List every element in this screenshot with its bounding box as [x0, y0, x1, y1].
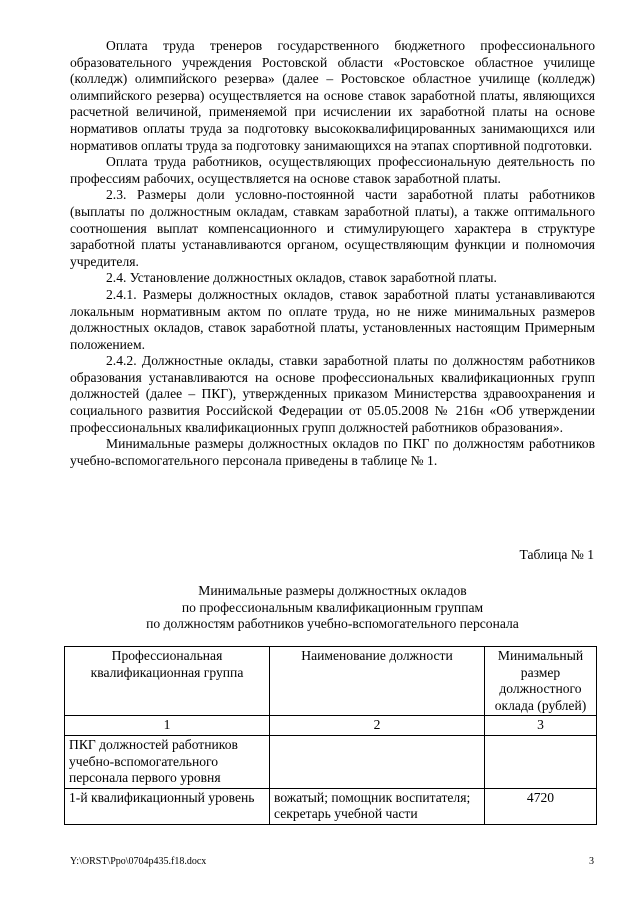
- body-text: [70, 38, 595, 469]
- table-title-line: по профессиональным квалификационным группам: [181, 599, 484, 615]
- column-number: 2: [270, 716, 485, 736]
- paragraph: 2.4.2. Должностные оклады, ставки заработной платы по должностям работников образования устанавливаются на основе профессиональных квалификационных групп должностей (далее – ПКГ), утвержденных приказом Министерства здравоохранения и социального развития Российской Федерации от 05.05.2008 № 216н «Об утверждении профессиональных квалификационных групп должностей работников образования».: [70, 353, 595, 435]
- paragraph: 2.3. Размеры доли условно-постоянной части заработной платы работников (выплаты по должностным окладам, ставкам заработной платы), а также оптимального соотношения выплат компенсационного и стимулирующего характера в структуре заработной платы устанавливаются органом, осуществляющим функции и полномочия учредителя.: [70, 187, 595, 269]
- salary-table: [64, 646, 597, 825]
- header-group: Профессиональная квалификационная группа: [65, 647, 270, 716]
- table-title-line: Минимальные размеры должностных окладов: [198, 583, 467, 598]
- table-label: Таблица № 1: [519, 547, 594, 562]
- paragraph: Минимальные размеры должностных окладов по ПКГ по должностям работников учебно-вспомогательного персонала приведены в таблице № 1.: [70, 436, 595, 468]
- paragraph: 2.4. Установление должностных окладов, ставок заработной платы.: [106, 270, 497, 286]
- cell-salary: [485, 735, 597, 788]
- header-salary: Минимальный размер должностного оклада (рублей): [485, 647, 597, 716]
- table-row: [65, 788, 597, 824]
- cell-group: 1-й квалификационный уровень: [65, 788, 270, 824]
- paragraph: Оплата труда работников, осуществляющих профессиональную деятельность по профессиям рабочих, осуществляется на основе ставок заработной платы.: [70, 154, 595, 186]
- paragraph: 2.4.1. Размеры должностных окладов, ставок заработной платы устанавливаются локальным нормативным актом по оплате труда, но не ниже минимальных размеров должностных окладов, ставок заработной платы, установленных настоящим Примерным положением.: [70, 286, 595, 352]
- page-number: 3: [589, 856, 594, 867]
- column-number: 1: [65, 716, 270, 736]
- cell-position: вожатый; помощник воспитателя; секретарь учебной части: [270, 788, 485, 824]
- column-number: 3: [485, 716, 597, 736]
- table-title: [70, 583, 595, 633]
- table-row: [65, 735, 597, 788]
- file-path: Y:\ORST\Ppo\0704p435.f18.docx: [70, 856, 207, 867]
- table-number-row: [65, 716, 597, 736]
- page-footer: [70, 856, 594, 867]
- paragraph: Оплата труда тренеров государственного бюджетного профессионального образовательного учреждения Ростовской области «Ростовское областное училище (колледж) олимпийского резерва» (далее – Ростовское областное училище (колледж) олимпийского резерва) осуществляется на основе ставок заработной платы, являющихся расчетной величиной, применяемой при исчислении их заработной платы на основе нормативов оплаты труда за подготовку высококвалифицированных занимающихся или нормативов оплаты труда за подготовку занимающихся на этапах спортивной подготовки.: [70, 38, 595, 153]
- table-title-line: по должностям работников учебно-вспомогательного персонала: [146, 616, 519, 632]
- table-header-row: [65, 647, 597, 716]
- header-position: Наименование должности: [270, 647, 485, 716]
- cell-group: ПКГ должностей работников учебно-вспомогательного персонала первого уровня: [65, 735, 270, 788]
- cell-position: [270, 735, 485, 788]
- cell-salary: 4720: [485, 788, 597, 824]
